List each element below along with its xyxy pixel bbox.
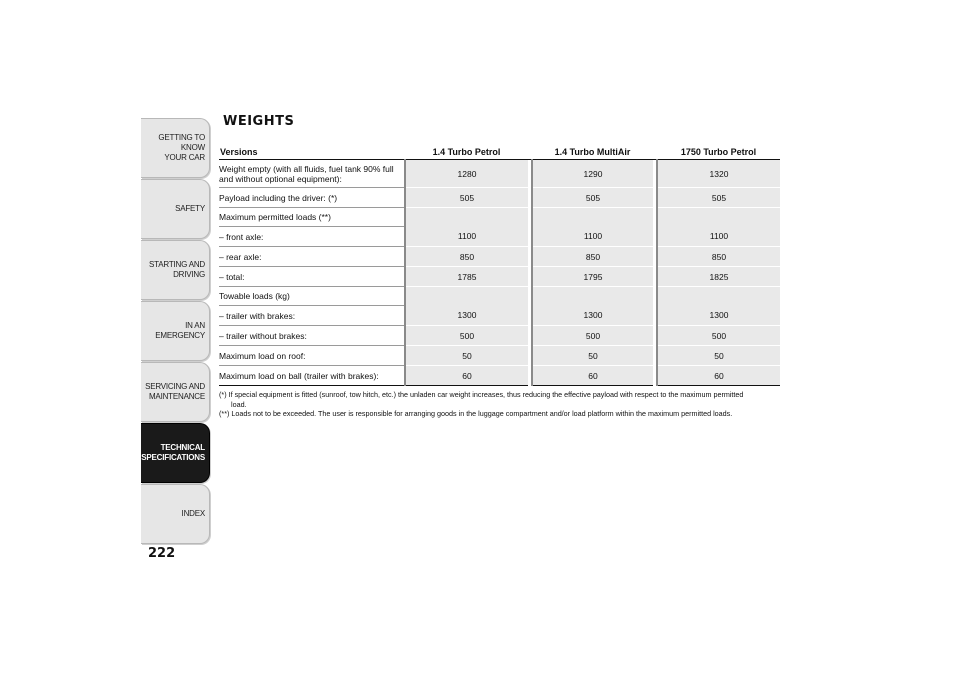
tab-label: SAFETY: [175, 204, 205, 213]
column-header-versions: Versions: [219, 144, 405, 160]
footnote-payload: (*) If special equipment is fitted (sunroof, tow hitch, etc.) the unladen car weight increases, thus reducing the effective payload with respect to the maximum permitted: [219, 390, 744, 399]
tab-label: IN AN EMERGENCY: [155, 321, 205, 340]
cell-value: 60: [657, 366, 780, 386]
row-label: Payload including the driver: (*): [219, 188, 405, 208]
table-row: [219, 247, 780, 267]
cell-value: 505: [657, 188, 780, 208]
footnote-max-loads: (**) Loads not to be exceeded. The user is responsible for arranging goods in the luggage compartment and/or load platform within the maximum permitted loads.: [219, 409, 733, 418]
cell-value: 850: [657, 247, 780, 267]
tab-starting-and-driving[interactable]: [141, 240, 210, 300]
cell-value: 500: [657, 326, 780, 346]
row-label: Maximum load on roof:: [219, 346, 405, 366]
row-label: – total:: [219, 267, 405, 287]
column-header-1-4-turbo-petrol: 1.4 Turbo Petrol: [405, 144, 528, 160]
cell-value: [657, 208, 780, 227]
table-row: [219, 346, 780, 366]
cell-value: 850: [405, 247, 528, 267]
cell-value: 1300: [657, 306, 780, 326]
cell-value: 850: [532, 247, 653, 267]
row-label: – trailer without brakes:: [219, 326, 405, 346]
tab-label: SERVICING AND MAINTENANCE: [145, 382, 205, 401]
cell-value: 60: [405, 366, 528, 386]
cell-value: 50: [657, 346, 780, 366]
column-header-1-4-turbo-multiair: 1.4 Turbo MultiAir: [532, 144, 653, 160]
cell-value: [657, 287, 780, 306]
cell-value: [405, 287, 528, 306]
cell-value: 50: [532, 346, 653, 366]
table-row: [219, 306, 780, 326]
table-row: [219, 160, 780, 188]
cell-value: 505: [405, 188, 528, 208]
cell-value: 1280: [405, 160, 528, 188]
cell-value: 1100: [532, 227, 653, 247]
cell-value: 60: [532, 366, 653, 386]
row-label: – trailer with brakes:: [219, 306, 405, 326]
cell-value: 1300: [405, 306, 528, 326]
table-row: [219, 267, 780, 287]
table-row: [219, 208, 780, 227]
row-label: – front axle:: [219, 227, 405, 247]
section-title: WEIGHTS: [223, 114, 295, 129]
cell-value: 50: [405, 346, 528, 366]
tab-label: TECHNICAL SPECIFICATIONS: [141, 443, 205, 462]
tab-label: INDEX: [181, 509, 205, 518]
cell-value: 1825: [657, 267, 780, 287]
table-row: [219, 188, 780, 208]
tab-safety[interactable]: [141, 179, 210, 239]
table-row: [219, 287, 780, 306]
cell-value: [532, 287, 653, 306]
footnotes: [219, 390, 779, 419]
cell-value: 1300: [532, 306, 653, 326]
row-label: Maximum permitted loads (**): [219, 208, 405, 227]
table-row: [219, 227, 780, 247]
table-header-row: [219, 144, 780, 160]
cell-value: 1290: [532, 160, 653, 188]
tab-technical-specifications[interactable]: [141, 423, 210, 483]
cell-value: 500: [532, 326, 653, 346]
tab-servicing-and-maintenance[interactable]: [141, 362, 210, 422]
weights-table: [219, 144, 780, 386]
tab-in-an-emergency[interactable]: [141, 301, 210, 361]
table-row: [219, 366, 780, 386]
cell-value: 505: [532, 188, 653, 208]
cell-value: 1100: [405, 227, 528, 247]
cell-value: [532, 208, 653, 227]
row-label: Maximum load on ball (trailer with brakes):: [219, 366, 405, 386]
column-header-1750-turbo-petrol: 1750 Turbo Petrol: [657, 144, 780, 160]
tab-label: GETTING TO KNOW YOUR CAR: [158, 133, 205, 162]
row-label: Towable loads (kg): [219, 287, 405, 306]
row-label: – rear axle:: [219, 247, 405, 267]
footnote-payload-continued: load.: [231, 399, 247, 409]
tab-getting-to-know-your-car[interactable]: [141, 118, 210, 178]
cell-value: 1795: [532, 267, 653, 287]
page-number: 222: [148, 546, 176, 561]
cell-value: 500: [405, 326, 528, 346]
cell-value: 1785: [405, 267, 528, 287]
cell-value: 1320: [657, 160, 780, 188]
tab-label: STARTING AND DRIVING: [149, 260, 205, 279]
row-label: Weight empty (with all fluids, fuel tank 90% full and without optional equipment):: [219, 160, 405, 188]
tab-index[interactable]: [141, 484, 210, 544]
cell-value: [405, 208, 528, 227]
table-row: [219, 326, 780, 346]
cell-value: 1100: [657, 227, 780, 247]
